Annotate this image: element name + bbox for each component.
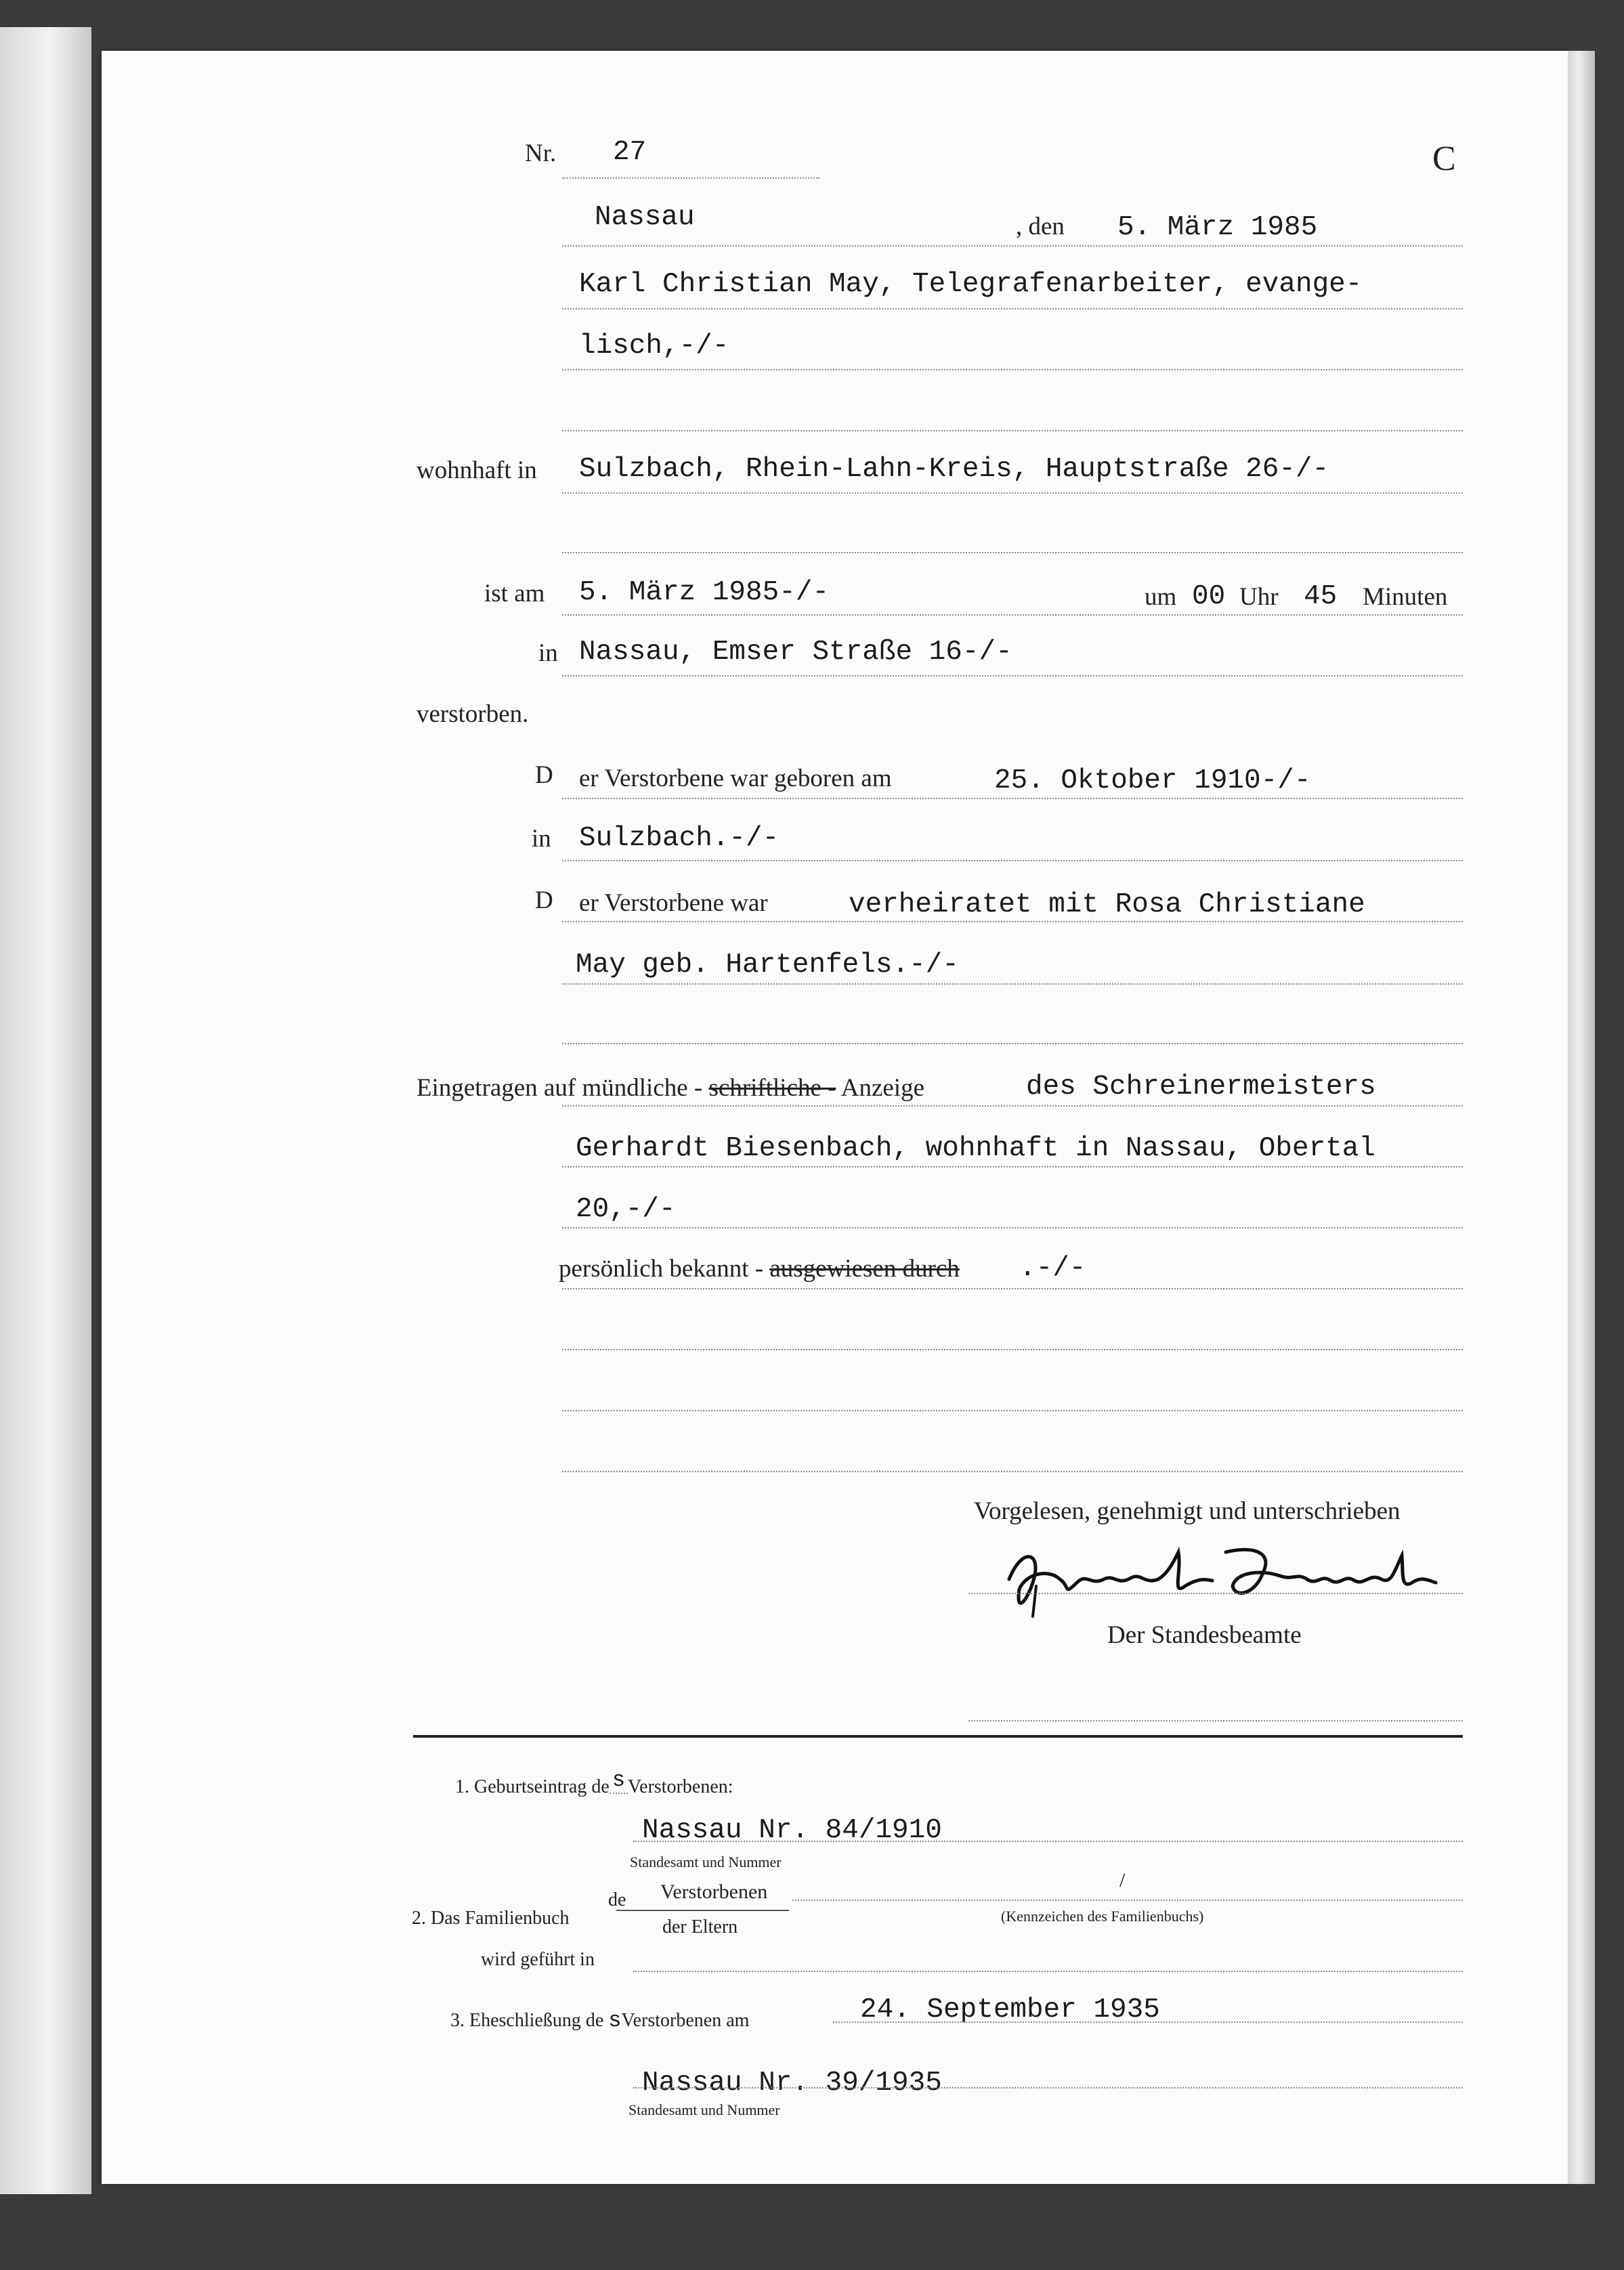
birth-place: Sulzbach.-/- <box>579 823 779 854</box>
person-line-2: lisch,-/- <box>579 330 729 362</box>
standesamt-label-1: Standesamt und Nummer <box>630 1854 782 1870</box>
footnote-2-rule-2 <box>633 1971 1463 1972</box>
person-line-1-rule <box>562 308 1463 309</box>
residence-label: wohnhaft in <box>416 456 537 484</box>
death-hour: 00 <box>1192 581 1226 612</box>
uhr-label: Uhr <box>1239 583 1279 611</box>
footnote-2-fraction-line <box>616 1910 789 1911</box>
residence-rule <box>562 492 1463 494</box>
kennzeichen-label: (Kennzeichen des Familienbuchs) <box>1001 1908 1204 1925</box>
nr-line <box>562 177 819 179</box>
footnote-3-rule <box>833 2021 1463 2023</box>
footnote-2-verstorbenen: Verstorbenen <box>660 1881 768 1903</box>
footnote-2-eltern: der Eltern <box>662 1916 738 1937</box>
birth-in-label: in <box>532 825 551 853</box>
footnote-3-date: 24. September 1935 <box>860 1994 1160 2026</box>
signature-line <box>968 1593 1463 1594</box>
marriage-line-1: verheiratet mit Rosa Christiane <box>849 889 1365 920</box>
known-struck-text: ausgewiesen durch <box>769 1255 960 1283</box>
standesamt-label-2: Standesamt und Nummer <box>628 2101 780 2118</box>
footnote-1-label-b: Verstorbenen: <box>628 1776 733 1797</box>
um-label: um <box>1145 583 1177 611</box>
place: Nassau <box>595 202 695 233</box>
empty-line-4 <box>562 1349 1463 1350</box>
footnote-separator <box>413 1735 1463 1738</box>
empty-line-2 <box>562 552 1463 553</box>
person-line-2-rule <box>562 369 1463 370</box>
empty-line <box>562 430 1463 431</box>
registration-label <box>416 1073 924 1102</box>
footnote-1-suffix: s <box>610 1768 628 1794</box>
registration-label-a: Eingetragen auf mündliche - <box>416 1074 703 1102</box>
footnote-3-label <box>450 2008 749 2033</box>
empty-line-5 <box>562 1410 1463 1411</box>
registration-label-b: Anzeige <box>840 1074 924 1102</box>
known-end: .-/- <box>1019 1253 1086 1284</box>
register-page <box>102 51 1568 2184</box>
signature-line-2 <box>968 1720 1463 1721</box>
ist-am-label: ist am <box>484 580 545 607</box>
birth-date: 25. Oktober 1910-/- <box>994 765 1311 796</box>
empty-line-3 <box>562 1043 1463 1044</box>
verstorben-label: verstorben. <box>416 700 529 728</box>
footnote-3-label-text: 3. Eheschließung de <box>450 2010 604 2031</box>
footnote-2-label: 2. Das Familienbuch <box>412 1908 570 1929</box>
footnote-2-slash: / <box>1119 1869 1126 1891</box>
footnote-2-de: de <box>608 1889 626 1910</box>
registration-line-2-rule <box>562 1166 1463 1168</box>
footnote-3-label-b: Verstorbenen am <box>621 2010 750 2031</box>
read-approved-text: Vorgelesen, genehmigt und unterschrieben <box>974 1497 1401 1525</box>
birth-date-rule <box>562 798 1463 799</box>
footnote-1-rule <box>633 1841 1463 1842</box>
record-date: 5. März 1985 <box>1117 212 1318 243</box>
marriage-text: er Verstorbene war <box>579 889 768 917</box>
known-rule <box>562 1288 1463 1289</box>
birth-place-rule <box>562 860 1463 861</box>
empty-line-6 <box>562 1471 1463 1472</box>
known-label <box>559 1254 960 1283</box>
birth-d-label: D <box>535 761 553 789</box>
death-in-label: in <box>538 639 558 667</box>
footnote-2-rule <box>792 1900 1463 1901</box>
footnote-1-label-text: 1. Geburtseintrag de <box>455 1776 610 1797</box>
registration-line-3: 20,-/- <box>576 1194 676 1225</box>
minuten-label: Minuten <box>1363 583 1448 611</box>
register-letter: C <box>1432 140 1456 178</box>
death-minutes: 45 <box>1304 581 1338 612</box>
official-label: Der Standesbeamte <box>1107 1621 1302 1649</box>
footnote-1-value: Nassau Nr. 84/1910 <box>642 1815 942 1846</box>
death-place-rule <box>562 675 1463 677</box>
registration-struck-text: schriftliche - <box>708 1074 836 1102</box>
known-label-text: persönlich bekannt - <box>559 1255 764 1283</box>
registration-line-1: des Schreinermeisters <box>1026 1071 1376 1102</box>
footnote-2-gefuehrt: wird geführt in <box>481 1949 595 1970</box>
marriage-line-1-rule <box>562 921 1463 922</box>
death-date: 5. März 1985-/- <box>579 577 830 608</box>
footnote-1-label <box>455 1768 733 1801</box>
book-page-stack <box>1568 51 1595 2184</box>
residence-value: Sulzbach, Rhein-Lahn-Kreis, Hauptstraße 26-/- <box>579 454 1329 485</box>
marriage-line-2-rule <box>562 983 1463 985</box>
den-label: , den <box>1016 213 1065 240</box>
death-place: Nassau, Emser Straße 16-/- <box>579 637 1012 668</box>
footnote-3-suffix: s <box>608 2008 622 2033</box>
footnote-3-rule-2 <box>633 2087 1463 2089</box>
adjacent-page-edge <box>0 27 91 2194</box>
registration-line-3-rule <box>562 1227 1463 1228</box>
nr-label: Nr. <box>525 140 557 167</box>
footnote-3-value: Nassau Nr. 39/1935 <box>642 2068 942 2099</box>
death-date-rule <box>562 614 1463 616</box>
registration-line-2: Gerhardt Biesenbach, wohnhaft in Nassau, Obertal <box>576 1133 1375 1164</box>
nr-value: 27 <box>613 137 647 168</box>
registration-line-1-rule <box>562 1105 1463 1107</box>
marriage-d-label: D <box>535 886 553 914</box>
marriage-line-2: May geb. Hartenfels.-/- <box>576 949 959 981</box>
official-signature <box>996 1532 1443 1620</box>
place-line <box>562 245 1463 247</box>
person-line-1: Karl Christian May, Telegrafenarbeiter, evange- <box>579 269 1363 300</box>
birth-text: er Verstorbene war geboren am <box>579 765 892 792</box>
